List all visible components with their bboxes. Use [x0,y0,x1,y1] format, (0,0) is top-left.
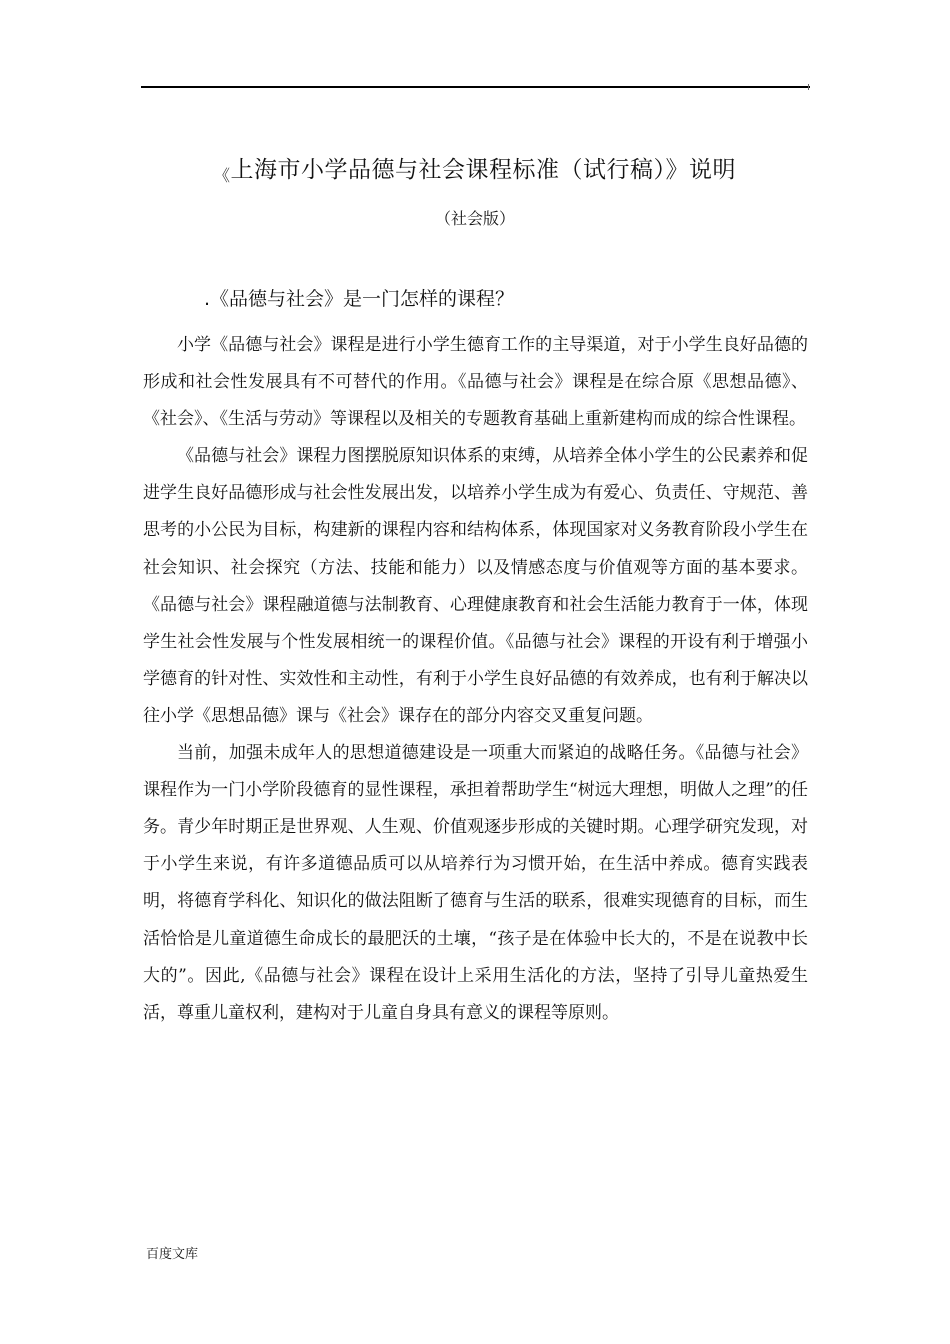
header-rule [141,86,810,88]
section-body [143,327,808,1032]
section-heading: .《品德与社会》是一门怎样的课程？ [204,288,515,310]
paragraph-1: 小学《品德与社会》课程是进行小学生德育工作的主导渠道，对于小学生良好品德的形成和社会性发展具有不可替代的作用。《品德与社会》课程是在综合原《思想品德》、《社会》、《生活与劳动》等课程以及相关的专题教育基础上重新建构而成的综合性课程。 [143,335,808,430]
title-opening-mark: 《 [213,166,231,185]
header-rule-end-mark [808,84,809,90]
paragraph-3: 当前，加强未成年人的思想道德建设是一项重大而紧迫的战略任务。《品德与社会》课程作为一门小学阶段德育的显性课程，承担着帮助学生“树远大理想，明做人之理”的任务。青少年时期正是世界观、人生观、价值观逐步形成的关键时期。心理学研究发现，对于小学生来说，有许多道德品质可以从培养行为习惯开始，在生活中养成。德育实践表明，将德育学科化、知识化的做法阻断了德育与生活的联系，很难实现德育的目标，而生活恰恰是儿童道德生命成长的最肥沃的土壤，“孩子是在体验中长大的，不是在说教中长大的”。因此,《品德与社会》课程在设计上采用生活化的方法，坚持了引导儿童热爱生活，尊重儿童权利，建构对于儿童自身具有意义的课程等原则。 [143,743,808,1023]
footer-source: 百度文库 [146,1247,199,1262]
title-text: 上海市小学品德与社会课程标准（试行稿）》说明 [230,157,736,183]
document-title [0,152,950,194]
document-subtitle: （社会版） [434,209,515,228]
paragraph-2: 《品德与社会》课程力图摆脱原知识体系的束缚，从培养全体小学生的公民素养和促进学生良好品德形成与社会性发展出发，以培养小学生成为有爱心、负责任、守规范、善思考的小公民为目标，构建新的课程内容和结构体系，体现国家对义务教育阶段小学生在社会知识、社会探究（方法、技能和能力）以及情感态度与价值观等方面的基本要求。《品德与社会》课程融道德与法制教育、心理健康教育和社会生活能力教育于一体，体现学生社会性发展与个性发展相统一的课程价值。《品德与社会》课程的开设有利于增强小学德育的针对性、实效性和主动性，有利于小学生良好品德的有效养成，也有利于解决以往小学《思想品德》课与《社会》课存在的部分内容交叉重复问题。 [143,446,808,726]
